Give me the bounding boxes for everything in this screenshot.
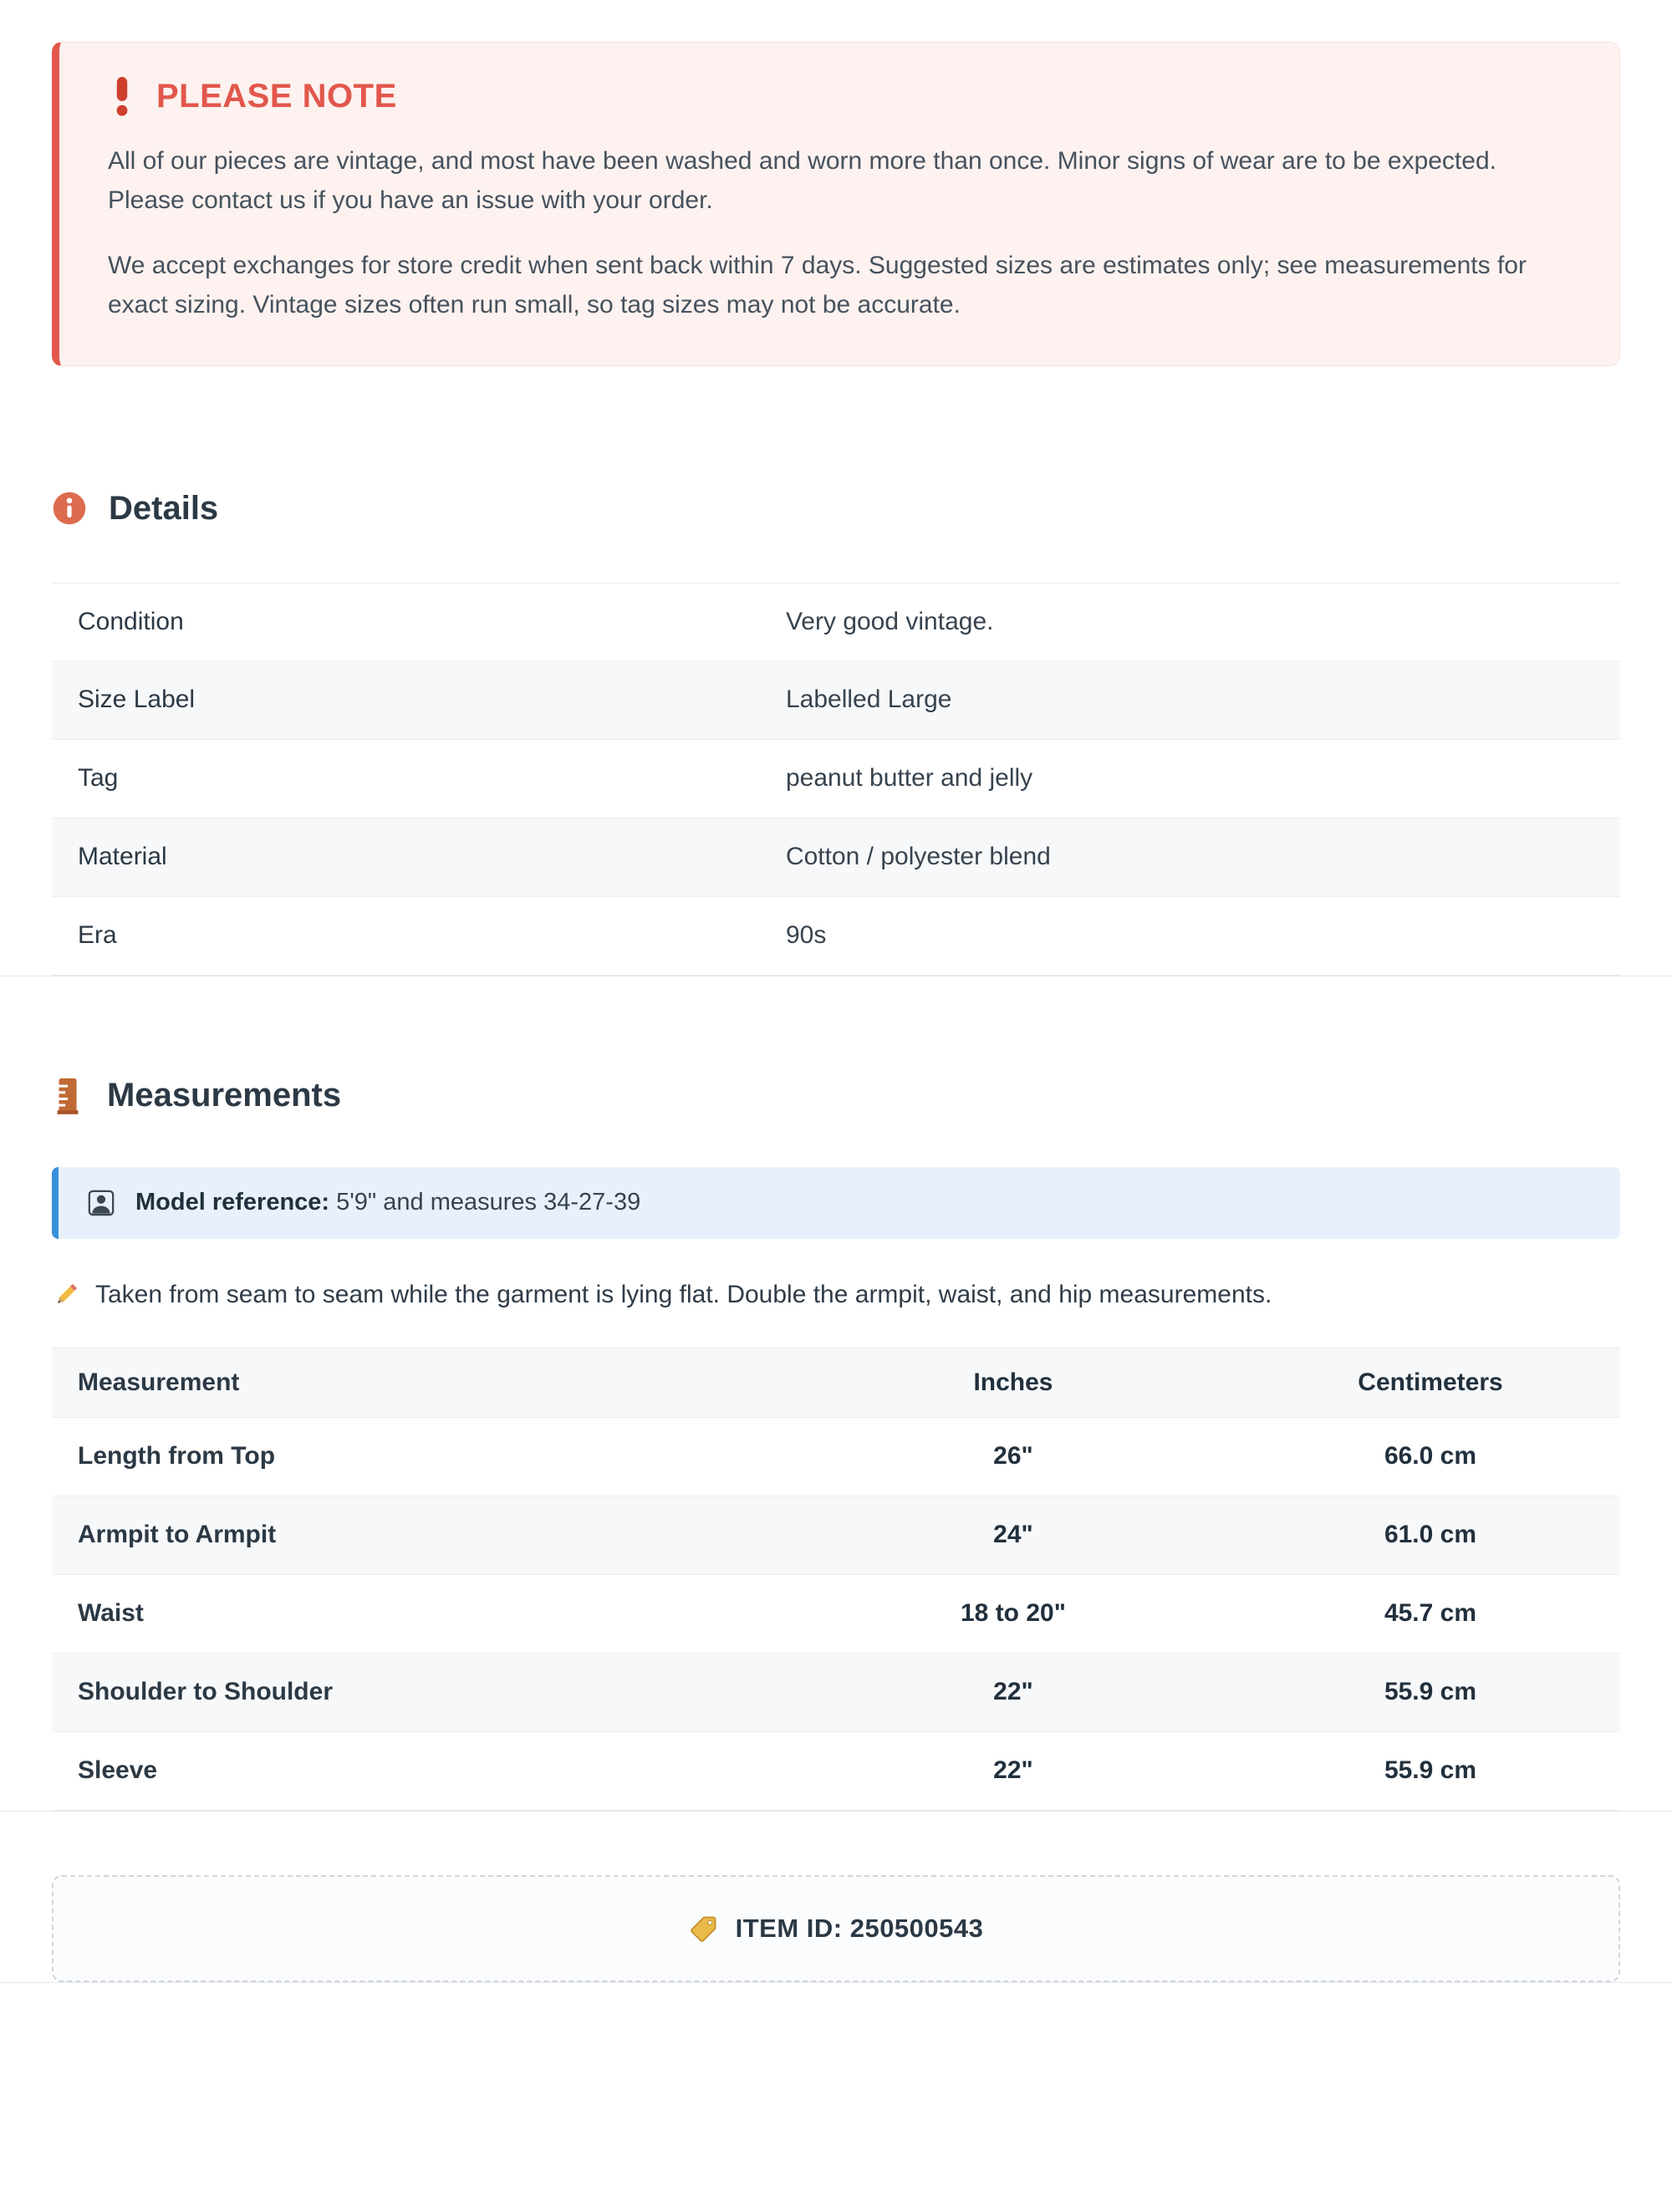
measurement-inches: 26" (993, 1442, 1033, 1470)
exclamation-icon (108, 76, 136, 116)
details-label: Size Label (78, 686, 196, 714)
measurement-name: Waist (78, 1599, 144, 1628)
details-title: Details (109, 489, 219, 527)
ruler-icon (52, 1077, 85, 1115)
details-label: Era (78, 921, 117, 950)
table-row (52, 818, 1620, 897)
tag-icon (689, 1914, 719, 1944)
please-note-paragraph-1: All of our pieces are vintage, and most have been washed and worn more than once. Minor signs of wear are to be expected. Please contact us if you have an issue with your order. (108, 147, 1496, 215)
measurements-title: Measurements (107, 1077, 342, 1114)
measurement-name: Sleeve (78, 1756, 158, 1785)
column-header-inches: Inches (973, 1368, 1053, 1396)
table-row (52, 740, 1620, 818)
measurements-table-header (52, 1348, 1620, 1418)
details-label: Condition (78, 607, 184, 635)
please-note-header (108, 76, 1571, 116)
measurements-section (0, 1077, 1672, 1811)
measurement-cm: 55.9 cm (1384, 1756, 1477, 1785)
model-reference-value: 5'9" and measures 34-27-39 (336, 1189, 641, 1216)
details-value: Cotton / polyester blend (785, 843, 1051, 871)
details-value: peanut butter and jelly (785, 764, 1033, 793)
details-section (0, 490, 1672, 976)
measurement-name: Length from Top (78, 1442, 276, 1470)
please-note-title: PLEASE NOTE (156, 77, 397, 115)
details-value: 90s (785, 921, 827, 950)
details-heading (52, 490, 1620, 528)
details-label: Tag (78, 764, 119, 793)
measurements-heading (52, 1077, 1620, 1115)
table-row (52, 1732, 1620, 1811)
measurement-inches: 22" (993, 1678, 1033, 1706)
measurement-inches: 22" (993, 1756, 1033, 1785)
measurement-cm: 66.0 cm (1384, 1442, 1477, 1470)
details-value: Very good vintage. (785, 607, 994, 635)
measurement-cm: 61.0 cm (1384, 1521, 1477, 1549)
info-icon (52, 491, 87, 526)
please-note-paragraph-2: We accept exchanges for store credit when sent back within 7 days. Suggested sizes are estimates only; see measurements for exact sizing. Vintage sizes often run small, so tag sizes may not be accurate. (108, 251, 1527, 319)
measurements-table (52, 1348, 1620, 1811)
person-icon (87, 1189, 115, 1217)
model-reference-label: Model reference: (135, 1189, 330, 1216)
model-reference-banner (52, 1167, 1620, 1239)
item-id-panel (52, 1875, 1620, 1982)
table-row (52, 1575, 1620, 1654)
table-row (52, 897, 1620, 976)
measurement-inches: 18 to 20" (960, 1599, 1066, 1628)
measuring-method-note (52, 1281, 1620, 1309)
details-value: Labelled Large (785, 686, 952, 714)
measurement-cm: 45.7 cm (1384, 1599, 1477, 1628)
measurement-cm: 55.9 cm (1384, 1678, 1477, 1706)
measuring-method-text: Taken from seam to seam while the garment is lying flat. Double the armpit, waist, and hip measurements. (95, 1280, 1272, 1308)
details-table (52, 583, 1620, 976)
measurement-name: Armpit to Armpit (78, 1521, 277, 1549)
table-row (52, 1418, 1620, 1496)
table-row (52, 583, 1620, 661)
pencil-icon (52, 1281, 80, 1309)
measurement-inches: 24" (993, 1521, 1033, 1549)
measurement-name: Shoulder to Shoulder (78, 1678, 333, 1706)
details-label: Material (78, 843, 167, 871)
item-id-text: ITEM ID: 250500543 (735, 1913, 984, 1943)
table-row (52, 661, 1620, 740)
column-header-measurement: Measurement (78, 1368, 240, 1396)
page-bottom-divider (0, 1982, 1672, 1983)
section-divider (0, 1811, 1672, 1812)
table-row (52, 1654, 1620, 1732)
column-header-centimeters: Centimeters (1358, 1368, 1503, 1396)
table-row (52, 1496, 1620, 1575)
please-note-panel (52, 42, 1620, 366)
